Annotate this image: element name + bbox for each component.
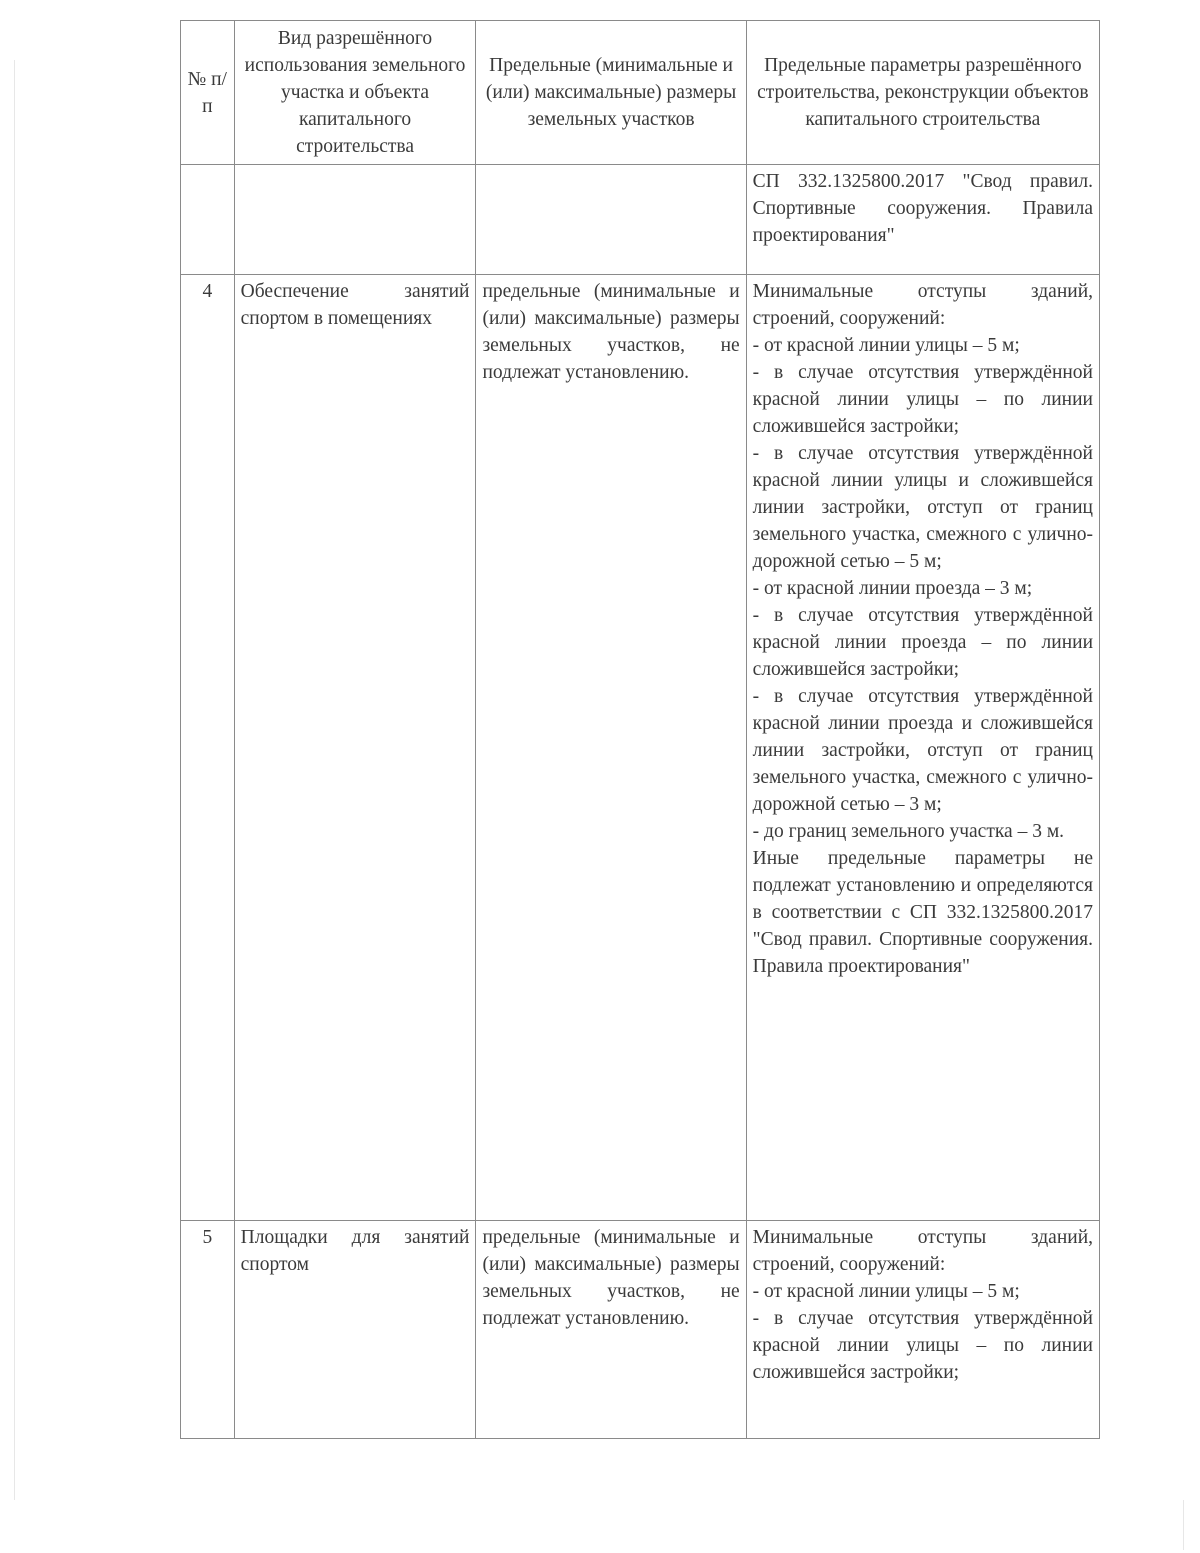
scan-edge-mark [14,60,15,1500]
header-number: № п/п [181,21,235,165]
row-number [181,165,235,275]
parameter-line: - от красной линии улицы – 5 м; [752,1281,1020,1302]
row-number: 4 [181,275,235,1221]
table-row [181,1221,1100,1439]
row-parameters [746,275,1099,1221]
parameter-line: - в случае отсутствия утверждённой красной линии проезда и сложившейся линии застройки, отступ от границ земельного участка, смежного с улично-дорожной сетью – 3 м; [752,686,1093,815]
row-plot-size [476,165,746,275]
table-row [181,275,1100,1221]
parameter-line: Минимальные отступы зданий, строений, сооружений: [752,1227,1093,1275]
zoning-parameters-table [180,20,1100,1439]
scan-edge-mark [1183,1500,1184,1550]
row-plot-size: предельные (минимальные и (или) максимальные) размеры земельных участков, не подлежат установлению. [476,275,746,1221]
parameter-line: - в случае отсутствия утверждённой красной линии улицы – по линии сложившейся застройки; [752,362,1093,437]
row-land-use-kind: Обеспечение занятий спортом в помещениях [234,275,476,1221]
row-land-use-kind: Площадки для занятий спортом [234,1221,476,1439]
table-row [181,165,1100,275]
row-number: 5 [181,1221,235,1439]
table-header-row [181,21,1100,165]
row-parameters [746,1221,1099,1439]
parameter-line: СП 332.1325800.2017 "Свод правил. Спортивные сооружения. Правила проектирования" [752,171,1093,246]
parameter-line: - в случае отсутствия утверждённой красной линии улицы – по линии сложившейся застройки; [752,1308,1093,1383]
parameter-line: Минимальные отступы зданий, строений, сооружений: [752,281,1093,329]
parameter-line: - от красной линии улицы – 5 м; [752,335,1020,356]
header-plot-size-limits: Предельные (минимальные и (или) максимальные) размеры земельных участков [476,21,746,165]
parameter-line: - от красной линии проезда – 3 м; [752,578,1033,599]
row-parameters [746,165,1099,275]
row-land-use-kind [234,165,476,275]
header-construction-parameters: Предельные параметры разрешённого строительства, реконструкции объектов капитального строительства [746,21,1099,165]
parameter-line: - до границ земельного участка – 3 м. [752,821,1065,842]
parameter-line: - в случае отсутствия утверждённой красной линии улицы и сложившейся линии застройки, отступ от границ земельного участка, смежного с улично-дорожной сетью – 5 м; [752,443,1093,572]
row-plot-size: предельные (минимальные и (или) максимальные) размеры земельных участков, не подлежат установлению. [476,1221,746,1439]
parameter-line: - в случае отсутствия утверждённой красной линии проезда – по линии сложившейся застройки; [752,605,1093,680]
parameter-line: Иные предельные параметры не подлежат установлению и определяются в соответствии с СП 332.1325800.2017 "Свод правил. Спортивные сооружения. Правила проектирования" [752,848,1093,977]
header-land-use-kind: Вид разрешённого использования земельного участка и объекта капитального строительства [234,21,476,165]
